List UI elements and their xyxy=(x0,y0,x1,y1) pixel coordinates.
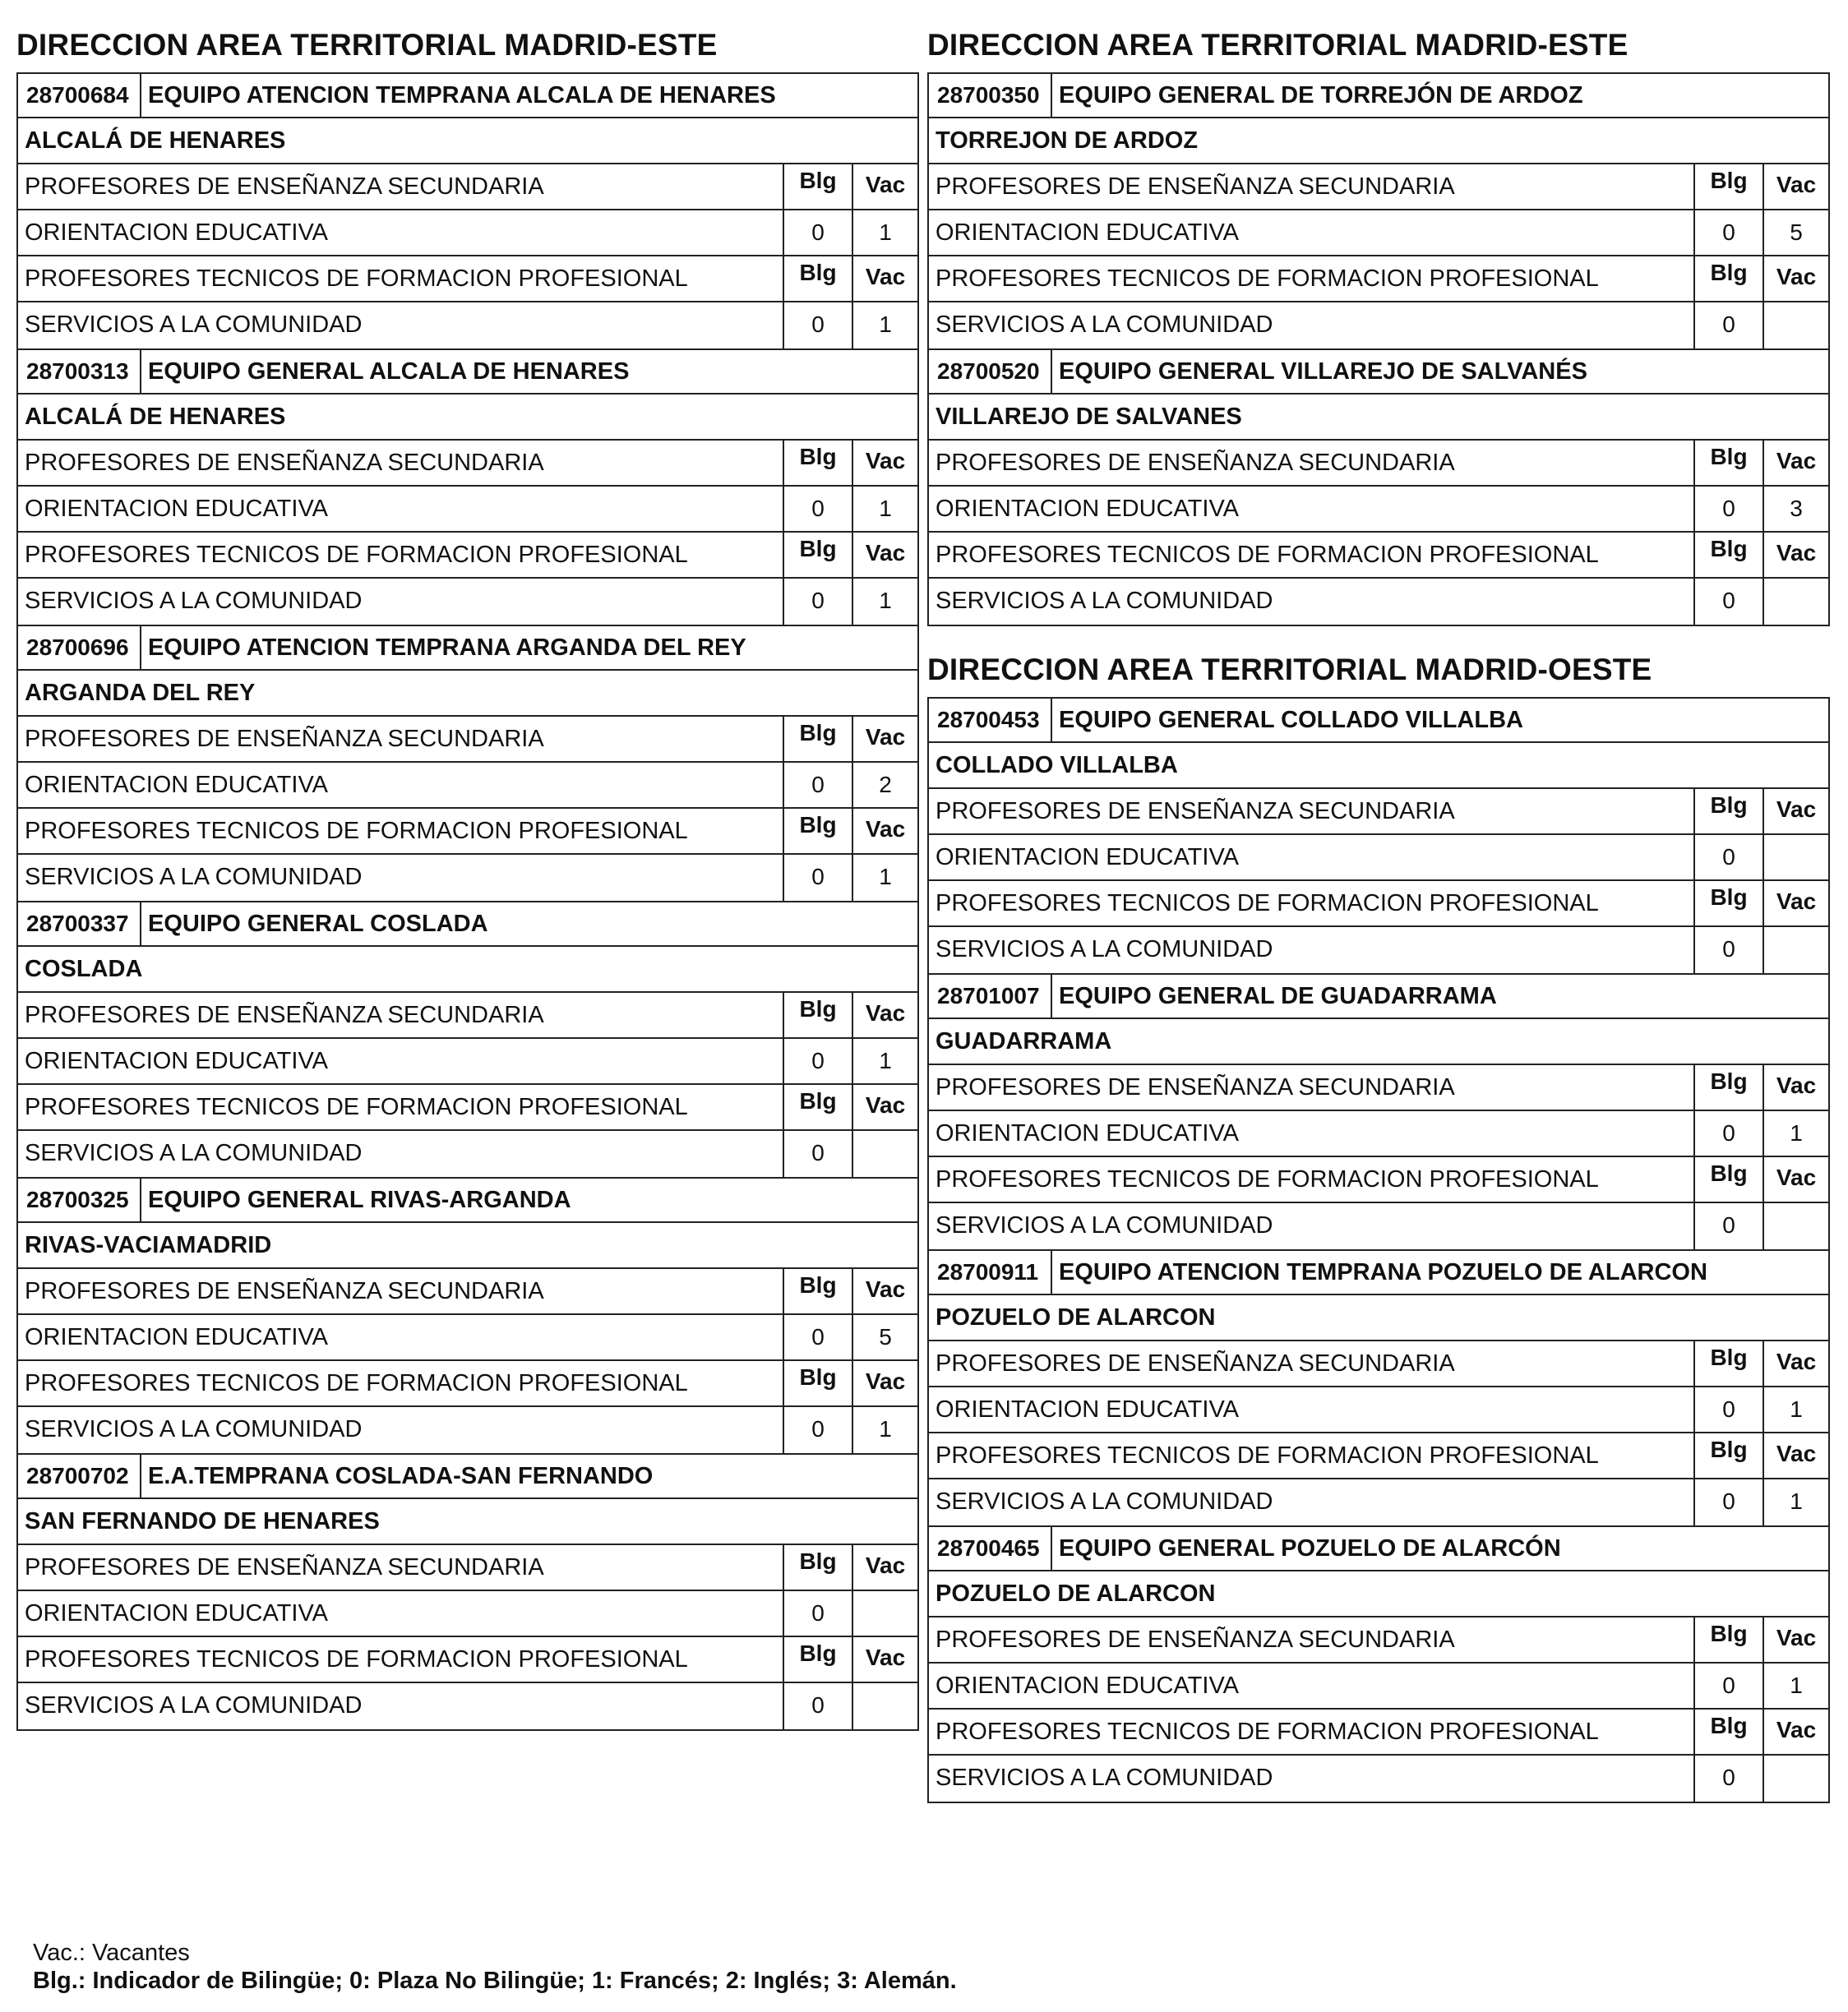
vac-header: Vac xyxy=(852,256,917,301)
vac-header: Vac xyxy=(1763,1617,1828,1662)
blg-header: Blg xyxy=(1693,533,1763,577)
blg-value: 0 xyxy=(783,1039,852,1083)
vac-header: Vac xyxy=(1763,1065,1828,1110)
specialty-row xyxy=(18,855,917,901)
left-column xyxy=(16,23,919,1731)
category-label: PROFESORES TECNICOS DE FORMACION PROFESIONAL xyxy=(25,542,688,568)
specialty-label: ORIENTACION EDUCATIVA xyxy=(936,1120,1239,1147)
blg-header: Blg xyxy=(1693,256,1763,301)
specialty-label: SERVICIOS A LA COMUNIDAD xyxy=(936,311,1273,338)
unit-block xyxy=(927,697,1830,975)
specialty-row xyxy=(929,1479,1828,1525)
unit-location: VILLAREJO DE SALVANES xyxy=(936,404,1242,430)
category-header-row xyxy=(929,1710,1828,1756)
category-header-row xyxy=(18,1085,917,1131)
blg-value: 0 xyxy=(783,1683,852,1729)
category-label: PROFESORES TECNICOS DE FORMACION PROFESIONAL xyxy=(25,1370,688,1396)
blg-value: 0 xyxy=(783,1131,852,1177)
specialty-row xyxy=(18,579,917,625)
unit-location: COLLADO VILLALBA xyxy=(936,752,1178,778)
unit-header xyxy=(18,1179,917,1223)
category-header-row xyxy=(18,1269,917,1315)
blg-header: Blg xyxy=(783,1545,852,1590)
specialty-row xyxy=(929,579,1828,625)
blg-value: 0 xyxy=(1693,1203,1763,1249)
specialty-row xyxy=(929,210,1828,256)
blg-header: Blg xyxy=(783,717,852,761)
unit-block xyxy=(16,1179,919,1455)
specialty-label: SERVICIOS A LA COMUNIDAD xyxy=(25,1692,363,1719)
category-label: PROFESORES TECNICOS DE FORMACION PROFESIONAL xyxy=(25,1646,688,1673)
specialty-row xyxy=(929,1203,1828,1249)
category-header-row xyxy=(18,256,917,302)
blg-value: 0 xyxy=(783,487,852,531)
specialty-label: ORIENTACION EDUCATIVA xyxy=(936,219,1239,246)
unit-location-row xyxy=(18,671,917,717)
blg-header: Blg xyxy=(783,809,852,853)
specialty-row xyxy=(18,1131,917,1177)
vac-value: 3 xyxy=(1763,487,1828,531)
unit-header xyxy=(929,74,1828,118)
specialty-row xyxy=(929,487,1828,533)
category-header-row xyxy=(929,1433,1828,1479)
blg-value: 0 xyxy=(783,1315,852,1359)
category-header-row xyxy=(18,809,917,855)
unit-header xyxy=(929,350,1828,395)
vac-value: 1 xyxy=(852,1039,917,1083)
category-header-row xyxy=(929,1157,1828,1203)
blg-header: Blg xyxy=(1693,1341,1763,1386)
specialty-row xyxy=(18,1407,917,1453)
vac-header: Vac xyxy=(852,1269,917,1313)
blg-value: 0 xyxy=(1693,1479,1763,1525)
category-label: PROFESORES DE ENSEÑANZA SECUNDARIA xyxy=(936,798,1455,824)
vac-header: Vac xyxy=(852,1361,917,1405)
vac-header: Vac xyxy=(852,533,917,577)
unit-location: POZUELO DE ALARCON xyxy=(936,1304,1216,1331)
vac-header: Vac xyxy=(1763,1433,1828,1478)
unit-location-row xyxy=(929,1295,1828,1341)
unit-block xyxy=(16,72,919,350)
bilingual-legend: Blg.: Indicador de Bilingüe; 0: Plaza No Bilingüe; 1: Francés; 2: Inglés; 3: Alemán. xyxy=(33,1968,957,1994)
unit-location-row xyxy=(929,118,1828,164)
unit-location-row xyxy=(18,1499,917,1545)
unit-location-row xyxy=(929,1019,1828,1065)
category-label: PROFESORES DE ENSEÑANZA SECUNDARIA xyxy=(25,726,544,752)
blg-header: Blg xyxy=(1693,1157,1763,1202)
specialty-label: SERVICIOS A LA COMUNIDAD xyxy=(936,1765,1273,1791)
vac-value: 1 xyxy=(1763,1111,1828,1156)
blg-value: 0 xyxy=(1693,210,1763,255)
vac-header: Vac xyxy=(1763,1157,1828,1202)
unit-block xyxy=(927,72,1830,350)
category-label: PROFESORES TECNICOS DE FORMACION PROFESIONAL xyxy=(936,890,1599,916)
unit-name: EQUIPO GENERAL COLLADO VILLALBA xyxy=(1059,707,1523,733)
category-label: PROFESORES DE ENSEÑANZA SECUNDARIA xyxy=(936,1074,1455,1101)
specialty-label: ORIENTACION EDUCATIVA xyxy=(936,1396,1239,1423)
category-header-row xyxy=(929,256,1828,302)
category-label: PROFESORES TECNICOS DE FORMACION PROFESIONAL xyxy=(936,542,1599,568)
unit-code: 28701007 xyxy=(929,975,1052,1018)
category-label: PROFESORES DE ENSEÑANZA SECUNDARIA xyxy=(936,1350,1455,1377)
category-header-row xyxy=(929,1617,1828,1664)
category-label: PROFESORES TECNICOS DE FORMACION PROFESIONAL xyxy=(936,1166,1599,1193)
vac-value: 1 xyxy=(852,579,917,625)
specialty-label: ORIENTACION EDUCATIVA xyxy=(936,1673,1239,1699)
unit-name: EQUIPO GENERAL RIVAS-ARGANDA xyxy=(148,1187,571,1213)
blg-header: Blg xyxy=(783,993,852,1037)
blg-header: Blg xyxy=(1693,1617,1763,1662)
vac-value: 1 xyxy=(852,855,917,901)
category-header-row xyxy=(929,881,1828,927)
category-label: PROFESORES TECNICOS DE FORMACION PROFESIONAL xyxy=(25,1094,688,1120)
blg-header: Blg xyxy=(1693,441,1763,485)
category-header-row xyxy=(929,533,1828,579)
unit-block xyxy=(16,1455,919,1731)
vac-header: Vac xyxy=(1763,164,1828,209)
specialty-row xyxy=(18,1039,917,1085)
vac-header: Vac xyxy=(852,1637,917,1682)
blg-value: 0 xyxy=(783,763,852,807)
unit-header xyxy=(929,1527,1828,1571)
specialty-label: SERVICIOS A LA COMUNIDAD xyxy=(936,936,1273,962)
unit-header xyxy=(18,1455,917,1499)
category-label: PROFESORES TECNICOS DE FORMACION PROFESIONAL xyxy=(936,1442,1599,1469)
unit-header xyxy=(929,699,1828,743)
unit-code: 28700350 xyxy=(929,74,1052,117)
unit-name: EQUIPO GENERAL ALCALA DE HENARES xyxy=(148,358,630,385)
vac-value: 1 xyxy=(1763,1479,1828,1525)
blg-header: Blg xyxy=(1693,789,1763,833)
unit-name: EQUIPO ATENCION TEMPRANA POZUELO DE ALARCON xyxy=(1059,1259,1707,1285)
specialty-label: ORIENTACION EDUCATIVA xyxy=(936,844,1239,870)
specialty-row xyxy=(18,1683,917,1729)
unit-location: POZUELO DE ALARCON xyxy=(936,1581,1216,1607)
vac-header: Vac xyxy=(852,164,917,209)
unit-name: EQUIPO GENERAL DE GUADARRAMA xyxy=(1059,983,1497,1009)
unit-block xyxy=(927,350,1830,626)
vac-header: Vac xyxy=(852,1545,917,1590)
unit-location-row xyxy=(929,395,1828,441)
specialty-label: ORIENTACION EDUCATIVA xyxy=(25,1600,328,1627)
category-label: PROFESORES TECNICOS DE FORMACION PROFESIONAL xyxy=(25,818,688,844)
area-title: DIRECCION AREA TERRITORIAL MADRID-OESTE xyxy=(927,653,1652,686)
blg-value: 0 xyxy=(1693,927,1763,973)
blg-header: Blg xyxy=(783,256,852,301)
unit-block xyxy=(16,350,919,626)
unit-name: EQUIPO GENERAL COSLADA xyxy=(148,911,488,937)
specialty-label: SERVICIOS A LA COMUNIDAD xyxy=(25,1416,363,1442)
blg-header: Blg xyxy=(1693,1433,1763,1478)
unit-code: 28700684 xyxy=(18,74,141,117)
category-header-row xyxy=(929,441,1828,487)
vac-value: 1 xyxy=(852,487,917,531)
specialty-label: ORIENTACION EDUCATIVA xyxy=(25,496,328,522)
blg-header: Blg xyxy=(1693,1065,1763,1110)
category-label: PROFESORES DE ENSEÑANZA SECUNDARIA xyxy=(25,173,544,200)
unit-location: RIVAS-VACIAMADRID xyxy=(25,1232,272,1258)
vac-value xyxy=(1763,579,1828,625)
blg-value: 0 xyxy=(1693,302,1763,348)
unit-name: EQUIPO GENERAL VILLAREJO DE SALVANÉS xyxy=(1059,358,1587,385)
vac-value: 2 xyxy=(852,763,917,807)
blg-value: 0 xyxy=(1693,579,1763,625)
specialty-label: ORIENTACION EDUCATIVA xyxy=(25,1048,328,1074)
specialty-row xyxy=(929,927,1828,973)
vac-header: Vac xyxy=(1763,441,1828,485)
unit-location-row xyxy=(18,1223,917,1269)
category-header-row xyxy=(18,993,917,1039)
unit-location: TORREJON DE ARDOZ xyxy=(936,127,1199,154)
vac-header: Vac xyxy=(1763,881,1828,925)
vac-value xyxy=(1763,835,1828,879)
category-label: PROFESORES TECNICOS DE FORMACION PROFESIONAL xyxy=(936,1719,1599,1745)
specialty-label: SERVICIOS A LA COMUNIDAD xyxy=(936,1212,1273,1239)
vac-header: Vac xyxy=(852,809,917,853)
specialty-label: SERVICIOS A LA COMUNIDAD xyxy=(25,311,363,338)
blg-header: Blg xyxy=(1693,881,1763,925)
category-label: PROFESORES DE ENSEÑANZA SECUNDARIA xyxy=(25,1002,544,1028)
blg-header: Blg xyxy=(1693,164,1763,209)
unit-block xyxy=(16,902,919,1179)
vac-header: Vac xyxy=(1763,1710,1828,1754)
specialty-label: SERVICIOS A LA COMUNIDAD xyxy=(25,588,363,614)
unit-header xyxy=(929,975,1828,1019)
unit-code: 28700911 xyxy=(929,1251,1052,1294)
specialty-label: ORIENTACION EDUCATIVA xyxy=(25,772,328,798)
blg-value: 0 xyxy=(1693,1387,1763,1432)
specialty-row xyxy=(929,835,1828,881)
blg-value: 0 xyxy=(783,579,852,625)
category-label: PROFESORES DE ENSEÑANZA SECUNDARIA xyxy=(936,450,1455,476)
specialty-label: ORIENTACION EDUCATIVA xyxy=(25,219,328,246)
unit-name: E.A.TEMPRANA COSLADA-SAN FERNANDO xyxy=(148,1463,654,1489)
unit-code: 28700465 xyxy=(929,1527,1052,1570)
specialty-row xyxy=(18,1591,917,1637)
specialty-row xyxy=(929,1664,1828,1710)
blg-value: 0 xyxy=(783,210,852,255)
unit-location-row xyxy=(18,118,917,164)
vac-header: Vac xyxy=(1763,533,1828,577)
specialty-row xyxy=(929,1756,1828,1802)
unit-location: ALCALÁ DE HENARES xyxy=(25,127,286,154)
unit-location: GUADARRAMA xyxy=(936,1028,1112,1054)
category-header-row xyxy=(18,1361,917,1407)
unit-header xyxy=(18,902,917,947)
vacantes-legend: Vac.: Vacantes xyxy=(33,1940,190,1966)
blg-value: 0 xyxy=(1693,1756,1763,1802)
blg-header: Blg xyxy=(1693,1710,1763,1754)
specialty-row xyxy=(929,1387,1828,1433)
vac-value xyxy=(852,1131,917,1177)
specialty-row xyxy=(929,1111,1828,1157)
unit-code: 28700337 xyxy=(18,902,141,945)
unit-name: EQUIPO GENERAL POZUELO DE ALARCÓN xyxy=(1059,1535,1561,1562)
blg-header: Blg xyxy=(783,1637,852,1682)
category-header-row xyxy=(929,1341,1828,1387)
category-label: PROFESORES DE ENSEÑANZA SECUNDARIA xyxy=(936,1627,1455,1653)
category-header-row xyxy=(18,1545,917,1591)
unit-location-row xyxy=(18,947,917,993)
vac-value: 1 xyxy=(852,1407,917,1453)
right-column xyxy=(927,23,1830,1803)
vac-value xyxy=(852,1591,917,1636)
blg-header: Blg xyxy=(783,164,852,209)
vac-header: Vac xyxy=(1763,1341,1828,1386)
specialty-row xyxy=(18,763,917,809)
category-label: PROFESORES TECNICOS DE FORMACION PROFESIONAL xyxy=(25,265,688,292)
specialty-label: SERVICIOS A LA COMUNIDAD xyxy=(25,864,363,890)
vac-value xyxy=(1763,1203,1828,1249)
category-header-row xyxy=(929,1065,1828,1111)
unit-code: 28700696 xyxy=(18,626,141,669)
specialty-row xyxy=(18,487,917,533)
blg-value: 0 xyxy=(1693,835,1763,879)
vac-value: 1 xyxy=(852,210,917,255)
unit-location-row xyxy=(18,395,917,441)
category-header-row xyxy=(18,441,917,487)
unit-header xyxy=(18,74,917,118)
blg-value: 0 xyxy=(783,302,852,348)
blg-header: Blg xyxy=(783,1085,852,1129)
specialty-label: ORIENTACION EDUCATIVA xyxy=(936,496,1239,522)
unit-header xyxy=(929,1251,1828,1295)
category-label: PROFESORES DE ENSEÑANZA SECUNDARIA xyxy=(25,450,544,476)
specialty-label: SERVICIOS A LA COMUNIDAD xyxy=(25,1140,363,1166)
vac-header: Vac xyxy=(852,993,917,1037)
blg-value: 0 xyxy=(783,1591,852,1636)
category-header-row xyxy=(18,533,917,579)
vac-value xyxy=(1763,302,1828,348)
unit-code: 28700453 xyxy=(929,699,1052,741)
vac-value: 1 xyxy=(852,302,917,348)
category-header-row xyxy=(929,164,1828,210)
unit-name: EQUIPO ATENCION TEMPRANA ALCALA DE HENARES xyxy=(148,82,776,108)
vac-value xyxy=(1763,927,1828,973)
area-title: DIRECCION AREA TERRITORIAL MADRID-ESTE xyxy=(927,28,1629,62)
vac-header: Vac xyxy=(852,717,917,761)
unit-code: 28700702 xyxy=(18,1455,141,1497)
blg-value: 0 xyxy=(783,855,852,901)
unit-block xyxy=(927,1527,1830,1803)
vac-value: 1 xyxy=(1763,1387,1828,1432)
specialty-row xyxy=(929,302,1828,348)
vac-value: 1 xyxy=(1763,1664,1828,1708)
unit-location: ARGANDA DEL REY xyxy=(25,680,256,706)
category-label: PROFESORES TECNICOS DE FORMACION PROFESIONAL xyxy=(936,265,1599,292)
area-title: DIRECCION AREA TERRITORIAL MADRID-ESTE xyxy=(16,28,718,62)
unit-name: EQUIPO GENERAL DE TORREJÓN DE ARDOZ xyxy=(1059,82,1583,108)
unit-block xyxy=(16,626,919,902)
unit-location: ALCALÁ DE HENARES xyxy=(25,404,286,430)
vac-value xyxy=(1763,1756,1828,1802)
blg-header: Blg xyxy=(783,441,852,485)
specialty-label: SERVICIOS A LA COMUNIDAD xyxy=(936,1488,1273,1515)
blg-value: 0 xyxy=(783,1407,852,1453)
vac-header: Vac xyxy=(852,1085,917,1129)
specialty-row xyxy=(18,302,917,348)
unit-name: EQUIPO ATENCION TEMPRANA ARGANDA DEL REY xyxy=(148,635,746,661)
unit-code: 28700313 xyxy=(18,350,141,393)
unit-header xyxy=(18,626,917,671)
vac-header: Vac xyxy=(1763,789,1828,833)
blg-header: Blg xyxy=(783,533,852,577)
unit-block xyxy=(927,975,1830,1251)
category-header-row xyxy=(18,164,917,210)
category-header-row xyxy=(18,717,917,763)
blg-header: Blg xyxy=(783,1269,852,1313)
unit-code: 28700325 xyxy=(18,1179,141,1221)
unit-location-row xyxy=(929,1571,1828,1617)
vac-value: 5 xyxy=(1763,210,1828,255)
vac-value: 5 xyxy=(852,1315,917,1359)
specialty-label: SERVICIOS A LA COMUNIDAD xyxy=(936,588,1273,614)
vac-header: Vac xyxy=(852,441,917,485)
unit-location: SAN FERNANDO DE HENARES xyxy=(25,1508,380,1534)
category-label: PROFESORES DE ENSEÑANZA SECUNDARIA xyxy=(25,1554,544,1581)
specialty-row xyxy=(18,1315,917,1361)
blg-value: 0 xyxy=(1693,1664,1763,1708)
blg-value: 0 xyxy=(1693,487,1763,531)
category-header-row xyxy=(18,1637,917,1683)
vac-value xyxy=(852,1683,917,1729)
category-label: PROFESORES DE ENSEÑANZA SECUNDARIA xyxy=(25,1278,544,1304)
unit-location-row xyxy=(929,743,1828,789)
unit-header xyxy=(18,350,917,395)
blg-header: Blg xyxy=(783,1361,852,1405)
category-header-row xyxy=(929,789,1828,835)
vac-header: Vac xyxy=(1763,256,1828,301)
category-label: PROFESORES DE ENSEÑANZA SECUNDARIA xyxy=(936,173,1455,200)
specialty-row xyxy=(18,210,917,256)
unit-location: COSLADA xyxy=(25,956,143,982)
unit-code: 28700520 xyxy=(929,350,1052,393)
blg-value: 0 xyxy=(1693,1111,1763,1156)
unit-block xyxy=(927,1251,1830,1527)
specialty-label: ORIENTACION EDUCATIVA xyxy=(25,1324,328,1350)
